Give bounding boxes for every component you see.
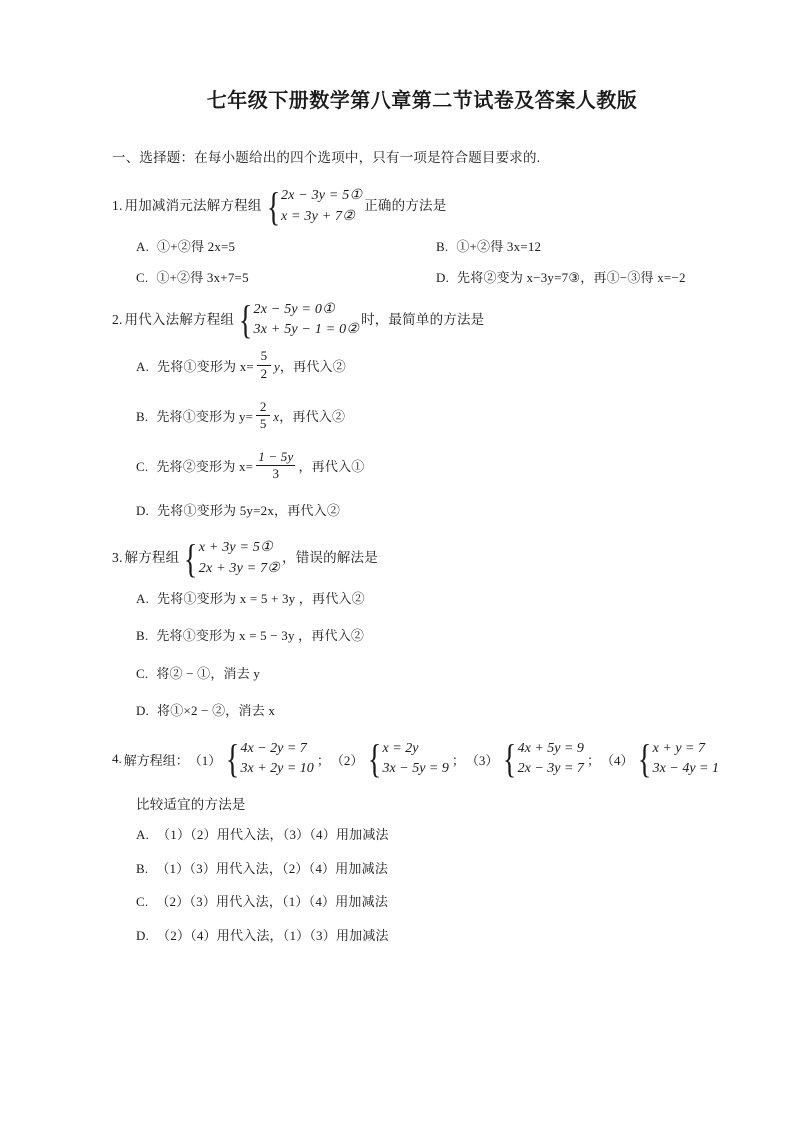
option-text-prefix: 先将②变形为 x= bbox=[156, 458, 254, 474]
option-label: B. bbox=[436, 238, 449, 254]
fraction-denominator: 5 bbox=[259, 416, 267, 432]
option-text: ①+②得 2x=5 bbox=[157, 238, 236, 254]
question-1-option-a[interactable] bbox=[136, 237, 436, 257]
fraction-numerator: 5 bbox=[260, 348, 268, 364]
question-4-system-4 bbox=[635, 736, 719, 782]
option-variable: x bbox=[273, 408, 280, 424]
option-label: C. bbox=[136, 665, 149, 681]
option-label: C. bbox=[136, 458, 149, 474]
question-3-number: 3. bbox=[112, 550, 123, 566]
question-4-option-d[interactable] bbox=[136, 926, 692, 946]
question-1-stem-before: 用加减消元法解方程组 bbox=[124, 198, 262, 214]
option-text: 先将①变形为 x = 5 − 3y ，再代入② bbox=[156, 628, 365, 644]
question-2-stem bbox=[112, 297, 692, 343]
option-text: 先将①变形为 x = 5 + 3y ，再代入② bbox=[157, 590, 365, 606]
question-3-option-c[interactable] bbox=[136, 664, 692, 684]
option-label: D. bbox=[136, 927, 150, 943]
question-3 bbox=[112, 535, 692, 721]
option-text-suffix: ，再代入② bbox=[279, 358, 346, 374]
question-4-system-4-equation-2: 3x − 4y = 1 bbox=[652, 761, 719, 777]
question-3-option-b[interactable] bbox=[136, 626, 692, 646]
question-2-option-c[interactable] bbox=[136, 448, 692, 483]
question-1-option-c[interactable] bbox=[136, 268, 436, 288]
question-1-stem-after: 正确的方法是 bbox=[364, 198, 447, 214]
question-4-stem bbox=[112, 736, 719, 782]
question-1-stem bbox=[112, 183, 692, 229]
question-2-option-d[interactable] bbox=[136, 501, 692, 521]
question-4-system-1-equation-2: 3x + 2y = 10 bbox=[240, 761, 314, 777]
question-1-options bbox=[112, 237, 692, 288]
question-4-system-3-tag: （3） bbox=[465, 752, 499, 768]
option-label: B. bbox=[136, 628, 149, 644]
question-2-options bbox=[112, 350, 692, 520]
fraction-numerator: 2 bbox=[259, 398, 267, 414]
question-4-system-2 bbox=[365, 736, 449, 782]
question-4-system-2-tag: （2） bbox=[330, 752, 364, 768]
question-2-option-b[interactable] bbox=[136, 398, 692, 433]
option-text: （2）（4）用代入法，（1）（3）用加减法 bbox=[157, 927, 389, 943]
option-label: D. bbox=[436, 270, 450, 286]
option-text: 先将②变为 x−3y=7③，再①−③得 x=−2 bbox=[457, 270, 686, 286]
brace-glyph: { bbox=[503, 736, 517, 782]
question-3-equation-2: 2x + 3y = 7② bbox=[198, 560, 281, 576]
question-2-number: 2. bbox=[112, 312, 123, 328]
option-text: （1）（3）用代入法，（2）（4）用加减法 bbox=[156, 860, 389, 876]
brace-glyph: { bbox=[184, 535, 198, 581]
question-2-system bbox=[236, 297, 360, 343]
brace-glyph: { bbox=[638, 736, 652, 782]
question-4-system-2-equation-2: 3x − 5y = 9 bbox=[382, 761, 449, 777]
question-2-option-a[interactable] bbox=[136, 350, 692, 382]
question-4-system-1-tag: （1） bbox=[188, 752, 222, 768]
fraction bbox=[257, 349, 271, 381]
question-4-option-c[interactable] bbox=[136, 892, 692, 912]
system-separator: ； bbox=[316, 752, 330, 768]
option-text-suffix: ，再代入① bbox=[298, 458, 365, 474]
question-1-number: 1. bbox=[112, 198, 123, 214]
option-label: A. bbox=[136, 590, 150, 606]
option-label: D. bbox=[136, 502, 150, 518]
option-text: （1）（2）用代入法，（3）（4）用加减法 bbox=[157, 827, 389, 843]
question-4-system-4-tag: （4） bbox=[600, 752, 634, 768]
option-label: C. bbox=[136, 894, 149, 910]
question-4-sub-prompt: 比较适宜的方法是 bbox=[136, 797, 246, 813]
question-1-system bbox=[264, 183, 363, 229]
question-2-stem-before: 用代入法解方程组 bbox=[124, 312, 235, 328]
option-text: （2）（3）用代入法，（1）（4）用加减法 bbox=[156, 894, 389, 910]
question-4-option-b[interactable] bbox=[136, 859, 692, 879]
question-3-stem-before: 解方程组 bbox=[124, 550, 180, 566]
option-label: D. bbox=[136, 703, 150, 719]
question-1-option-b[interactable] bbox=[436, 237, 541, 257]
question-4 bbox=[112, 736, 719, 946]
question-2 bbox=[112, 297, 692, 520]
brace-glyph: { bbox=[368, 736, 382, 782]
question-3-option-a[interactable] bbox=[136, 589, 692, 609]
question-4-number: 4. bbox=[112, 751, 122, 767]
question-2-equation-1: 2x − 5y = 0① bbox=[253, 301, 335, 317]
option-text: ①+②得 3x+7=5 bbox=[156, 270, 249, 286]
fraction bbox=[256, 450, 295, 482]
option-text-prefix: 先将①变形为 y= bbox=[156, 408, 254, 424]
brace-glyph: { bbox=[266, 183, 281, 229]
question-4-system-3-equation-2: 2x − 3y = 7 bbox=[517, 761, 584, 777]
option-variable: y bbox=[273, 358, 280, 374]
option-text-prefix: 先将①变形为 x= bbox=[157, 358, 254, 374]
question-4-system-2-equation-1: x = 2y bbox=[382, 740, 419, 756]
question-3-stem bbox=[112, 535, 692, 581]
question-1 bbox=[112, 183, 692, 288]
option-label: A. bbox=[136, 238, 150, 254]
system-separator: ； bbox=[451, 752, 465, 768]
question-4-options bbox=[112, 825, 692, 945]
option-label: C. bbox=[136, 270, 149, 286]
fraction-denominator: 2 bbox=[260, 365, 268, 381]
question-4-option-a[interactable] bbox=[136, 825, 692, 845]
question-3-equation-1: x + 3y = 5① bbox=[198, 540, 273, 556]
question-3-stem-after: ，错误的解法是 bbox=[282, 550, 378, 566]
option-label: B. bbox=[136, 860, 149, 876]
question-2-stem-after: 时，最简单的方法是 bbox=[361, 312, 485, 328]
document-content bbox=[112, 88, 719, 959]
option-text-prefix: 先将①变形为 5y=2x，再代入② bbox=[157, 502, 341, 518]
fraction-numerator: 1 − 5y bbox=[258, 448, 294, 464]
fraction-denominator: 3 bbox=[272, 466, 280, 482]
question-1-equation-1: 2x − 3y = 5① bbox=[280, 188, 363, 204]
option-text-suffix: ，再代入② bbox=[279, 408, 346, 424]
option-text: 将② − ①，消去 y bbox=[156, 665, 261, 681]
question-3-option-d[interactable] bbox=[136, 701, 692, 721]
question-3-options bbox=[112, 589, 692, 721]
question-4-system-1-equation-1: 4x − 2y = 7 bbox=[240, 740, 307, 756]
question-4-system-3-equation-1: 4x + 5y = 9 bbox=[517, 740, 584, 756]
question-4-system-4-equation-1: x + y = 7 bbox=[652, 740, 705, 756]
question-3-system bbox=[181, 535, 281, 581]
option-label: B. bbox=[136, 408, 149, 424]
question-4-system-1 bbox=[223, 736, 314, 782]
system-separator: ； bbox=[586, 752, 600, 768]
question-4-stem-before: 解方程组： bbox=[123, 752, 189, 768]
page-title: 七年级下册数学第八章第二节试卷及答案人教版 bbox=[206, 90, 638, 112]
option-label: A. bbox=[136, 358, 150, 374]
question-1-option-d[interactable] bbox=[436, 268, 686, 288]
brace-glyph: { bbox=[239, 297, 253, 343]
option-text: ①+②得 3x=12 bbox=[456, 238, 542, 254]
section-intro: 一、选择题：在每小题给出的四个选项中，只有一项是符合题目要求的. bbox=[112, 150, 541, 165]
question-4-system-3 bbox=[500, 736, 584, 782]
brace-glyph: { bbox=[226, 736, 240, 782]
question-2-equation-2: 3x + 5y − 1 = 0② bbox=[253, 322, 360, 338]
fraction bbox=[256, 400, 270, 432]
question-1-equation-2: x = 3y + 7② bbox=[280, 208, 356, 224]
option-label: A. bbox=[136, 827, 150, 843]
option-text: 将①×2 − ②，消去 x bbox=[157, 703, 276, 719]
